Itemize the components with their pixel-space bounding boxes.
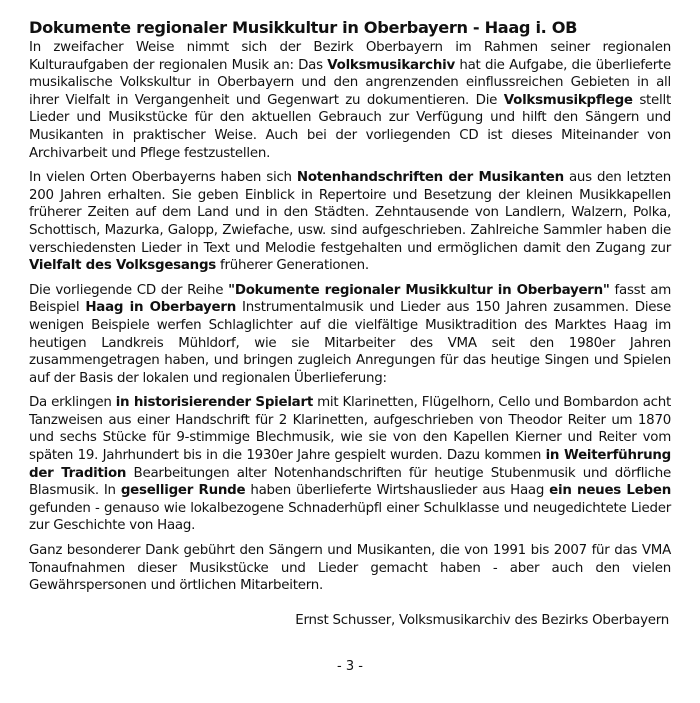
text-run: Da erklingen [29, 395, 116, 411]
text-run: fasst am Beispiel [29, 282, 672, 316]
emphasis-vielfalt: Vielfalt des Volksgesangs [29, 258, 217, 274]
paragraph-intro [29, 39, 671, 162]
emphasis-volksmusikarchiv: Volksmusikarchiv [327, 57, 455, 73]
text-run: Die vorliegende CD der Reihe [29, 282, 229, 298]
emphasis-neues-leben: ein neues Leben [549, 483, 671, 499]
text-run: Instrumentalmusik und Lieder aus 150 Jahren zusammen. Diese wenigen Beispiele werfen Schlaglichter auf die vielfältige Musiktradition des Marktes Haag im heutigen Landkreis Mühldorf, wie sie Mitarbeiter des VMA seit den 1980er Jahren zusammengetragen haben, und bringen zugleich Anregungen für das heutige Singen und Spielen auf der Basis der lokalen und regionalen Überlieferung: [29, 300, 671, 386]
text-run: aus den letzten 200 Jahren erhalten. Sie geben Einblick in Repertoire und Besetzung der kleinen Musikkapellen früherer Zeiten auf dem Land und in den Städten. Zehntausende von Landlern, Walzern, Polka, Schottisch, Mazurka, Galopp, Zwiefache, usw. sind aufgeschrieben. Zahlreiche Sammler haben die verschiedensten Lieder in Text und Melodie festgehalten und ermöglichen damit den Zugang zur [29, 170, 671, 256]
document-page [29, 18, 671, 629]
emphasis-reihe-title: "Dokumente regionaler Musikkultur in Oberbayern" [228, 282, 610, 298]
text-run: hat die Aufgabe, die überlieferte musikalische Volkskultur in Oberbayern und den angrenzenden einflussreichen Gebieten in all ihrer Vielfalt in Vergangenheit und Gegenwart zu dokumentieren. Die [29, 57, 672, 108]
text-run: In zweifacher Weise nimmt sich der Bezirk Oberbayern im Rahmen seiner regionalen Kulturaufgaben der regionalen Musik an: Das [29, 40, 671, 73]
paragraph-dank: Ganz besonderer Dank gebührt den Sängern und Musikanten, die von 1991 bis 2007 für das VMA Tonaufnahmen dieser Musikstücke und Lieder gemacht haben - aber auch den vielen Gewährspersonen und örtlichen Mitarbeitern. [29, 543, 671, 594]
text-run: haben überlieferte Wirtshauslieder aus Haag [245, 483, 550, 499]
emphasis-historisierend: in historisierender Spielart [115, 395, 313, 411]
emphasis-volksmusikpflege: Volksmusikpflege [503, 92, 633, 108]
text-run: In vielen Orten Oberbayerns haben sich [29, 170, 297, 186]
emphasis-haag: Haag in Oberbayern [85, 300, 236, 316]
text-run: gefunden - genauso wie lokalbezogene Schnaderhüpfl einer Schulklasse und neugedichtete Lieder zur Geschichte von Haag. [29, 500, 671, 534]
page-title: Dokumente regionaler Musikkultur in Oberbayern - Haag i. OB [29, 18, 578, 37]
paragraph-spielart [29, 394, 671, 535]
emphasis-notenhandschriften: Notenhandschriften der Musikanten [296, 170, 564, 186]
page-number: - 3 - [337, 659, 363, 674]
paragraph-notenhandschriften [29, 169, 671, 275]
text-run: stellt Lieder und Musikstücke für den aktuellen Gebrauch zur Verfügung und hilft den Sängern und Musikanten in praktischer Weise. Auch bei der vorliegenden CD ist dieses Miteinander von Archivarbeit und Pflege festzustellen. [29, 92, 671, 161]
emphasis-weiterfuehrung: in Weiterführung der Tradition [29, 448, 671, 481]
paragraph-cd-reihe [29, 282, 671, 388]
text-run: früherer Generationen. [216, 258, 369, 274]
text-run: Bearbeitungen alter Notenhandschriften für heutige Stubenmusik und dörfliche Blasmusik. In [29, 465, 671, 499]
text-run: mit Klarinetten, Flügelhorn, Cello und Bombardon acht Tanzweisen aus einer Handschrift für 2 Klarinetten, aufgeschrieben von Theodor Reiter um 1870 und sechs Stücke für 9-stimmige Blechmusik, wie sie von den Kapellen Kierner und Reiter vom späten 19. Jahrhundert bis in die 1930er Jahre gespielt wurden. Dazu kommen [29, 395, 671, 464]
signature: Ernst Schusser, Volksmusikarchiv des Bezirks Oberbayern [295, 612, 669, 628]
emphasis-gesellig: geselliger Runde [120, 483, 246, 499]
